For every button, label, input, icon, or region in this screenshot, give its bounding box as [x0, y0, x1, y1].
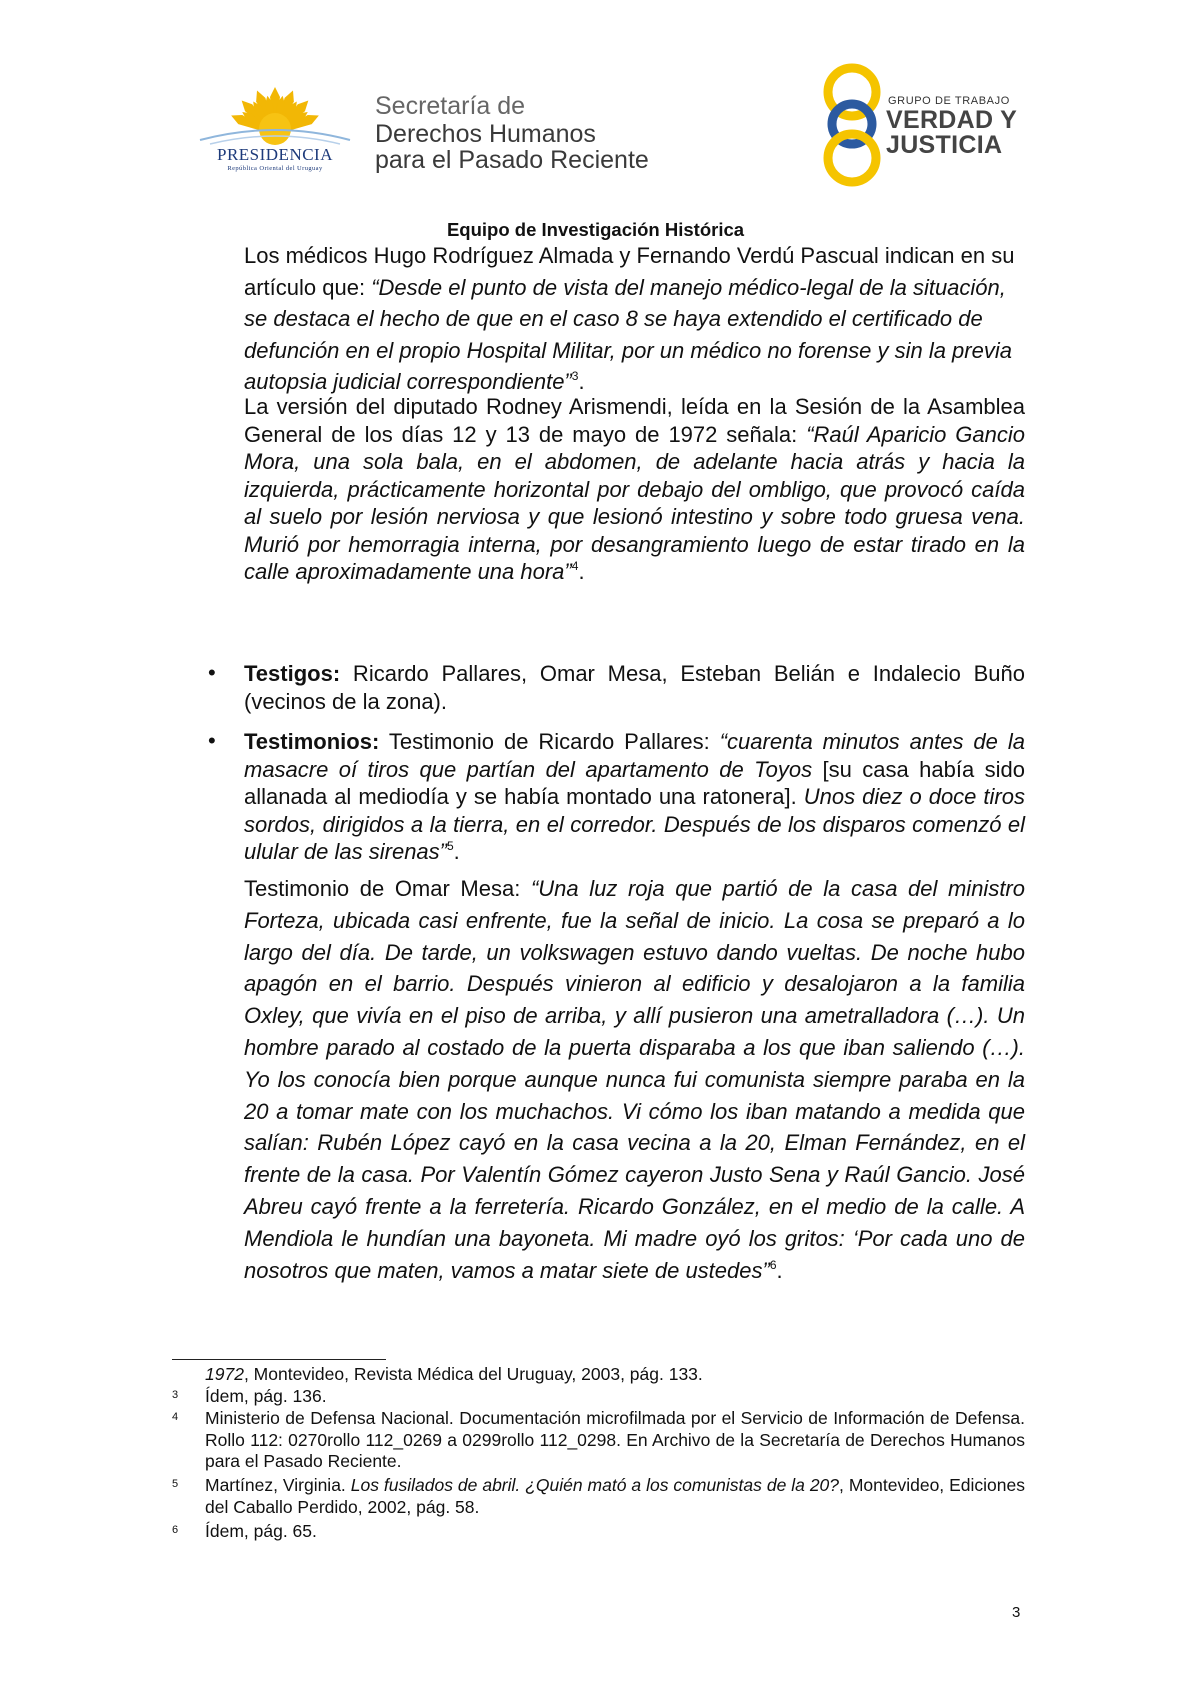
- bullet-testimonios: •: [208, 728, 216, 753]
- footnote-5-author: Martínez, Virginia.: [205, 1475, 351, 1495]
- footnote-separator: [172, 1359, 386, 1360]
- footnote-number-3: 3: [172, 1389, 179, 1401]
- footnote-4: Ministerio de Defensa Nacional. Documentación microfilmada por el Servicio de Información de Defensa. Rollo 112: 0270rollo 112_0269 a 0299rollo 112_0298. En Archivo de la Secretaría de Derechos Humanos para el Pasado Reciente.: [205, 1408, 1025, 1471]
- footnote-5: [205, 1475, 1025, 1518]
- secretaria-line-2: Derechos Humanos: [375, 120, 596, 148]
- arismendi-intro: La versión del diputado Rodney Arismendi, leída en la Sesión de la Asamblea General de los días 12 y 13 de mayo de 1972 señala:: [244, 394, 1025, 447]
- mesa-quote: “Una luz roja que partió de la casa del ministro Forteza, ubicada casi enfrente, fue la señal de inicio. La cosa se preparó a lo largo del día. De tarde, un volkswagen estuvo dando vueltas. De noche hubo apagón en el barrio. Después vinieron al edificio y desalojaron a la familia Oxley, que vivía en el piso de arriba, y allí pusieron una ametralladora (…). Un hombre parado al costado de la puerta disparaba a los que iban saliendo (…). Yo los conocía bien porque aunque nunca fui comunista siempre paraba en la 20 a tomar mate con los muchachos. Vi cómo los iban matando a medida que salían: Rubén López cayó en la casa vecina a la 20, Elman Fernández, en el frente de la casa. Por Valentín Gómez cayeron Justo Sena y Raúl Gancio. José Abreu cayó frente a la ferretería. Ricardo González, en el medio de la calle. A Mendiola le hundían una bayoneta. Mi madre oyó los gritos: ‘Por cada uno de nosotros que maten, vamos a matar siete de ustedes”: [244, 876, 1025, 1283]
- footnote-5-rest: , Montevideo, Ediciones del Caballo Perdido, 2002, pág. 58.: [205, 1475, 1025, 1517]
- justicia-label: JUSTICIA: [886, 131, 1003, 159]
- footnote-3: Ídem, pág. 136.: [205, 1386, 327, 1406]
- grupo-trabajo-label: GRUPO DE TRABAJO: [888, 95, 1010, 107]
- footnote-number-6: 6: [172, 1524, 179, 1536]
- verdad-justicia-rings-logo: [812, 62, 892, 192]
- page-heading: Equipo de Investigación Histórica: [446, 219, 745, 240]
- paragraph-omar-mesa: [244, 873, 1025, 1286]
- arismendi-end: .: [578, 559, 585, 584]
- medicos-intro: Los médicos Hugo Rodríguez Almada y Fernando Verdú Pascual indican en su artículo que:: [244, 243, 1015, 300]
- testigos-text: Ricardo Pallares, Omar Mesa, Esteban Belián e Indalecio Buño (vecinos de la zona).: [244, 661, 1025, 714]
- footnote-ref-6: 6: [769, 1257, 777, 1272]
- testigos-label: Testigos:: [244, 661, 341, 686]
- secretaria-line-1: Secretaría de: [375, 92, 526, 120]
- presidencia-title: PRESIDENCIA: [216, 145, 333, 164]
- footnote-cont-text: , Montevideo, Revista Médica del Uruguay, 2003, pág. 133.: [243, 1364, 703, 1384]
- footnote-continuation: [205, 1364, 1025, 1386]
- bullet-testigos: •: [208, 660, 216, 685]
- pallares-quote-2: Unos diez o doce tiros sordos, dirigidos a la tierra, en el corredor. Después de los disparos comenzó el ulular de las sirenas”: [244, 784, 1025, 864]
- footnote-number-4: 4: [172, 1411, 179, 1423]
- page-number: 3: [1012, 1604, 1021, 1621]
- pallares-bracket: [su casa había sido allanada al mediodía y se había montado una ratonera].: [244, 756, 1025, 809]
- list-item-testigos: [244, 660, 1025, 715]
- arismendi-quote: “Raúl Aparicio Gancio Mora, una sola bala, en el abdomen, de adelante hacia atrás y hacia la izquierda, prácticamente horizontal por debajo del ombligo, que provocó caída al suelo por lesión nerviosa y que lesionó intestino y sobre todo gruesa vena. Murió por hemorragia interna, por desangramiento luego de estar tirado en la calle aproximadamente una hora”: [244, 421, 1025, 584]
- mesa-end: .: [776, 1257, 783, 1283]
- testimonios-label: Testimonios:: [244, 729, 380, 754]
- list-item-testimonios: [244, 728, 1025, 866]
- mesa-intro: Testimonio de Omar Mesa:: [244, 876, 531, 901]
- testimonios-intro: Testimonio de Ricardo Pallares:: [379, 729, 720, 754]
- pallares-quote-1: “cuarenta minutos antes de la masacre oí tiros que partían del apartamento de Toyos: [244, 729, 1025, 782]
- footnote-cont-italic: 1972: [205, 1364, 244, 1384]
- footnote-number-5: 5: [172, 1478, 179, 1490]
- verdad-label: VERDAD Y: [886, 106, 1018, 134]
- secretaria-line-3: para el Pasado Reciente: [375, 146, 649, 174]
- medicos-end: .: [578, 369, 585, 394]
- pallares-end: .: [453, 839, 460, 864]
- footnote-6: Ídem, pág. 65.: [205, 1521, 317, 1541]
- footnote-ref-4: 4: [571, 559, 579, 573]
- footnote-ref-3: 3: [571, 369, 579, 383]
- footnote-ref-5: 5: [446, 839, 454, 853]
- footnote-5-title: Los fusilados de abril. ¿Quién mató a los comunistas de la 20?: [350, 1475, 840, 1495]
- paragraph-arismendi: [244, 393, 1025, 586]
- paragraph-medicos: [244, 240, 1025, 398]
- republica-subtitle: República Oriental del Uruguay: [227, 165, 323, 172]
- medicos-quote: “Desde el punto de vista del manejo médico-legal de la situación, se destaca el hecho de que en el caso 8 se haya extendido el certificado de defunción en el propio Hospital Militar, por un médico no forense y sin la previa autopsia judicial correspondiente”: [244, 274, 1012, 394]
